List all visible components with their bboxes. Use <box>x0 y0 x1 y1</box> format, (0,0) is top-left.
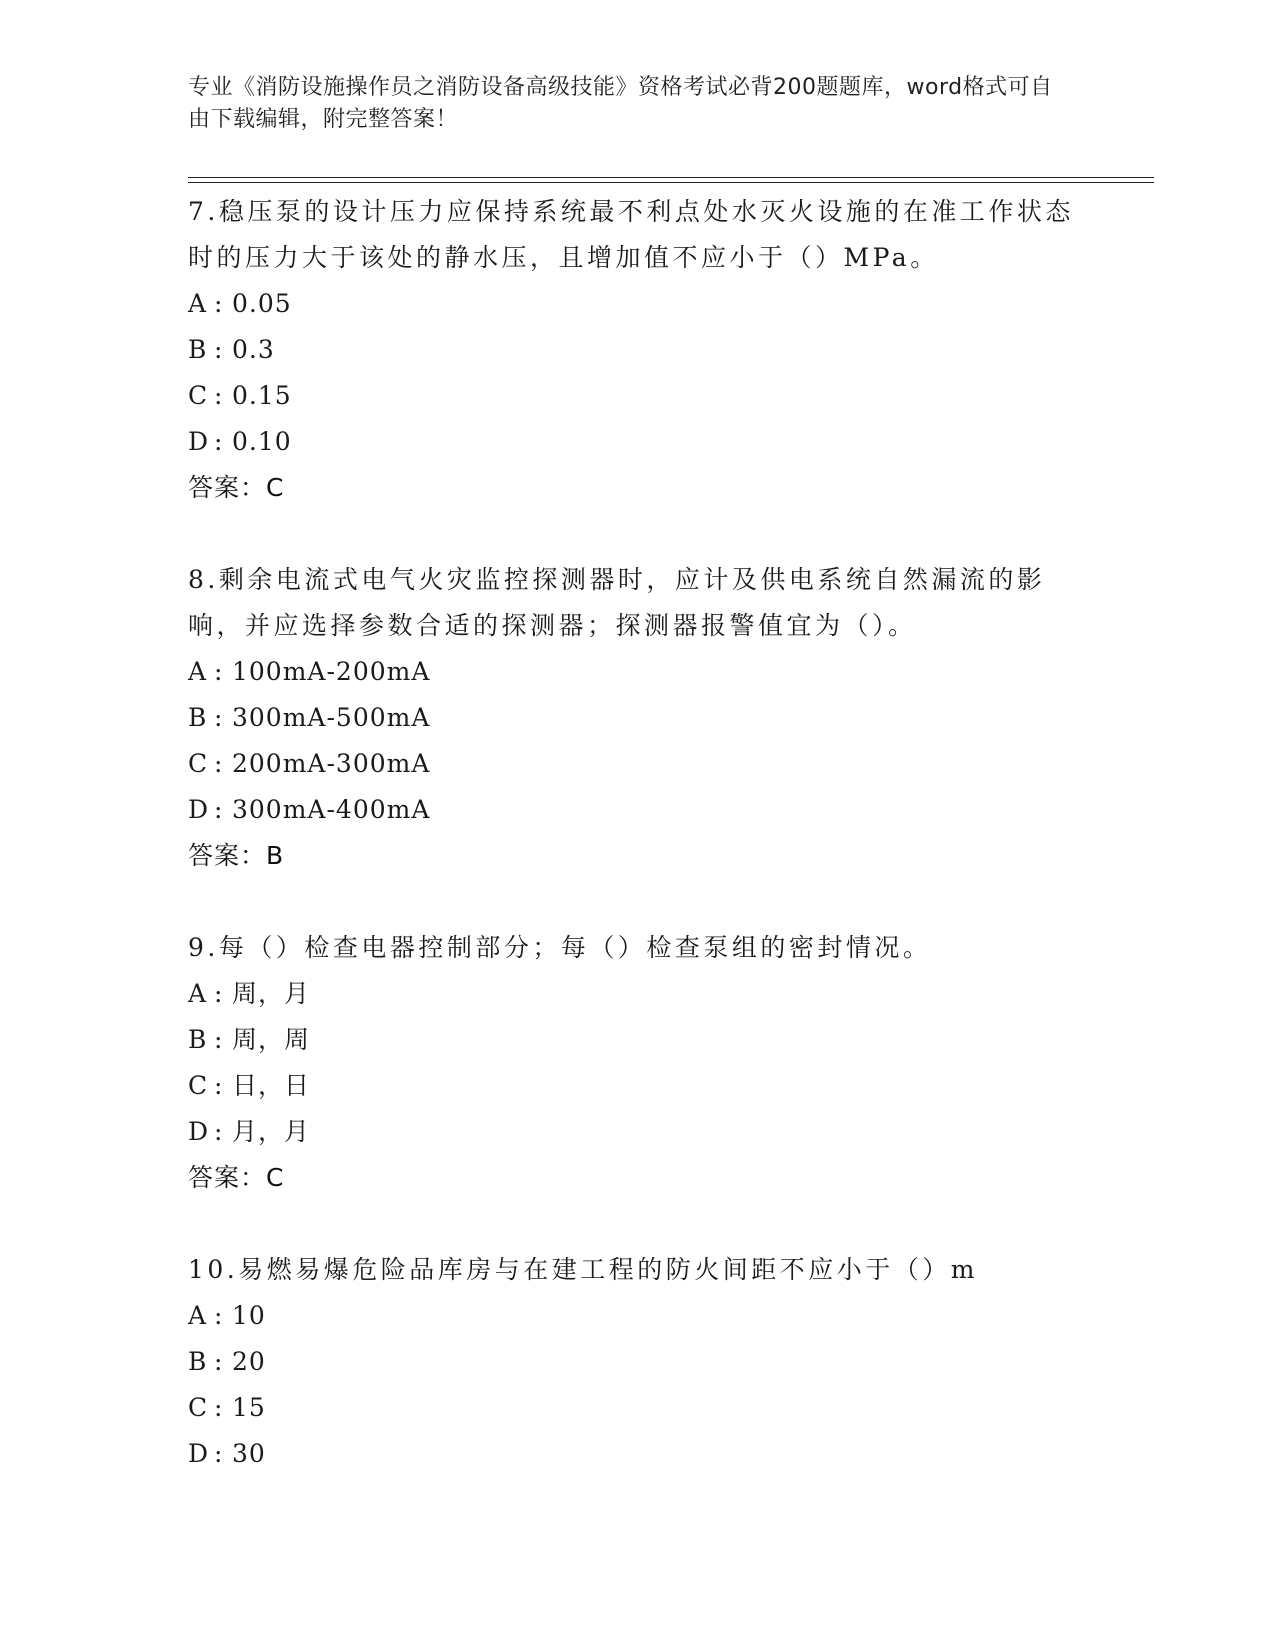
option-b <box>188 1339 1088 1385</box>
option-separator: : <box>214 427 224 456</box>
option-separator: : <box>214 289 224 318</box>
option-separator: : <box>214 703 224 732</box>
option-a <box>188 281 1088 327</box>
option-c <box>188 1385 1088 1431</box>
option-separator: : <box>214 1393 224 1422</box>
option-value: 周，月 <box>232 979 311 1008</box>
option-value: 200mA-300mA <box>232 749 431 778</box>
document-header: 专业《消防设施操作员之消防设备高级技能》资格考试必背200题题库，word格式可自由下载编辑，附完整答案！ <box>188 75 1053 132</box>
option-d <box>188 1109 1088 1155</box>
option-c <box>188 373 1088 419</box>
option-separator: : <box>214 749 224 778</box>
option-d <box>188 1431 1088 1477</box>
option-value: 20 <box>232 1347 266 1376</box>
option-separator: : <box>214 1347 224 1376</box>
option-value: 周，周 <box>232 1025 311 1054</box>
option-separator: : <box>214 979 224 1008</box>
option-letter: C <box>188 1071 209 1100</box>
option-separator: : <box>214 1071 224 1100</box>
option-letter: C <box>188 381 209 410</box>
option-letter: D <box>188 1439 210 1468</box>
option-value: 300mA-500mA <box>232 703 431 732</box>
option-letter: B <box>188 1347 208 1376</box>
option-letter: D <box>188 1117 210 1146</box>
option-letter: B <box>188 335 208 364</box>
option-separator: : <box>214 1025 224 1054</box>
question-text: 10.易燃易爆危险品库房与在建工程的防火间距不应小于（）m <box>188 1255 978 1284</box>
option-c <box>188 1063 1088 1109</box>
option-value: 日，日 <box>232 1071 311 1100</box>
question-10 <box>188 1247 1088 1477</box>
option-b <box>188 327 1088 373</box>
header-rule-top <box>188 177 1154 178</box>
option-separator: : <box>214 657 224 686</box>
option-c <box>188 741 1088 787</box>
option-separator: : <box>214 795 224 824</box>
option-letter: C <box>188 749 209 778</box>
option-a <box>188 971 1088 1017</box>
answer-line: 答案：B <box>188 841 285 870</box>
option-value: 100mA-200mA <box>232 657 431 686</box>
option-b <box>188 1017 1088 1063</box>
option-d <box>188 787 1088 833</box>
option-a <box>188 649 1088 695</box>
question-8 <box>188 557 1088 879</box>
option-value: 300mA-400mA <box>232 795 431 824</box>
question-text: 9.每（）检查电器控制部分；每（）检查泵组的密封情况。 <box>188 933 932 962</box>
option-separator: : <box>214 1439 224 1468</box>
option-value: 月，月 <box>232 1117 311 1146</box>
option-value: 0.3 <box>232 335 275 364</box>
option-letter: B <box>188 1025 208 1054</box>
option-letter: A <box>188 1301 208 1330</box>
option-separator: : <box>214 381 224 410</box>
option-b <box>188 695 1088 741</box>
option-letter: C <box>188 1393 209 1422</box>
option-letter: A <box>188 979 208 1008</box>
answer-line: 答案：C <box>188 473 285 502</box>
option-value: 0.15 <box>232 381 292 410</box>
option-a <box>188 1293 1088 1339</box>
option-separator: : <box>214 335 224 364</box>
option-value: 0.05 <box>232 289 292 318</box>
option-d <box>188 419 1088 465</box>
option-letter: D <box>188 795 210 824</box>
option-value: 30 <box>232 1439 266 1468</box>
header-rule-bottom <box>188 182 1154 183</box>
option-value: 15 <box>232 1393 266 1422</box>
option-separator: : <box>214 1117 224 1146</box>
answer-line: 答案：C <box>188 1163 285 1192</box>
option-value: 10 <box>232 1301 266 1330</box>
question-text: 7.稳压泵的设计压力应保持系统最不利点处水灭火设施的在准工作状态时的压力大于该处的静水压，且增加值不应小于（）MPa。 <box>188 197 1074 272</box>
question-list <box>188 189 1088 1523</box>
option-value: 0.10 <box>232 427 292 456</box>
question-7 <box>188 189 1088 511</box>
option-letter: B <box>188 703 208 732</box>
option-letter: D <box>188 427 210 456</box>
question-9 <box>188 925 1088 1201</box>
question-text: 8.剩余电流式电气火灾监控探测器时，应计及供电系统自然漏流的影响，并应选择参数合适的探测器；探测器报警值宜为（）。 <box>188 565 1046 640</box>
option-separator: : <box>214 1301 224 1330</box>
option-letter: A <box>188 289 208 318</box>
option-letter: A <box>188 657 208 686</box>
